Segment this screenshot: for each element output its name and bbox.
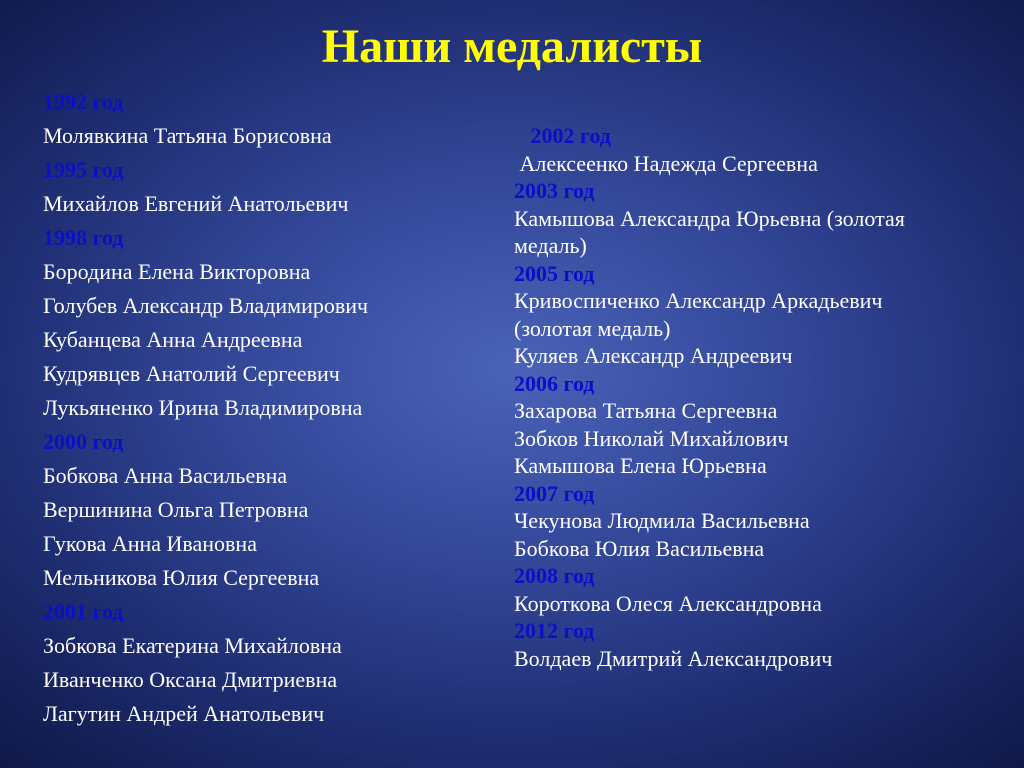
year-heading: 2001 год bbox=[43, 599, 124, 624]
year-heading: 2000 год bbox=[43, 429, 124, 454]
medalist-name: Камышова Елена Юрьевна bbox=[514, 453, 767, 478]
medalist-name: Лукьяненко Ирина Владимировна bbox=[43, 395, 363, 420]
medalists-list-right bbox=[514, 122, 1024, 672]
medalist-name: Кудрявцев Анатолий Сергеевич bbox=[43, 361, 340, 386]
year-heading: 2002 год bbox=[514, 123, 611, 148]
medalist-name: Волдаев Дмитрий Александрович bbox=[514, 645, 833, 671]
year-heading: 1998 год bbox=[43, 225, 124, 250]
year-heading: 2012 год bbox=[514, 618, 595, 643]
medalist-name: Иванченко Оксана Дмитриевна bbox=[43, 667, 338, 692]
year-heading: 1995 год bbox=[43, 157, 124, 182]
medalist-name: Короткова Олеся Александровна bbox=[514, 590, 822, 616]
medalist-name: Кубанцева Анна Андреевна bbox=[43, 327, 303, 352]
medalist-name: Захарова Татьяна Сергеевна bbox=[514, 398, 778, 423]
medalist-name: Зобкова Екатерина Михайловна bbox=[43, 633, 342, 658]
medalist-name: Камышова Александра Юрьевна (золотая bbox=[514, 205, 905, 231]
medalist-name: (золотая медаль) bbox=[514, 315, 671, 341]
medalist-name: Бородина Елена Викторовна bbox=[43, 259, 311, 284]
medalist-name: Лагутин Андрей Анатольевич bbox=[43, 701, 325, 726]
medalist-name: Вершинина Ольга Петровна bbox=[43, 497, 309, 522]
medalist-name: Бобкова Анна Васильевна bbox=[43, 463, 288, 488]
medalist-name: Алексеенко Надежда Сергеевна bbox=[514, 150, 818, 176]
year-heading: 2005 год bbox=[514, 260, 595, 286]
year-heading: 1992 год bbox=[43, 89, 124, 114]
year-heading: 2003 год bbox=[514, 178, 595, 203]
medalist-name: Гукова Анна Ивановна bbox=[43, 531, 257, 556]
medalists-list-left bbox=[43, 85, 513, 731]
medalist-name: Мельникова Юлия Сергеевна bbox=[43, 565, 320, 590]
medalist-name: Кривоспиченко Александр Аркадьевич bbox=[514, 288, 883, 313]
medalist-name: Чекунова Людмила Васильевна bbox=[514, 508, 810, 533]
year-heading: 2008 год bbox=[514, 563, 595, 588]
medalist-name: медаль) bbox=[514, 233, 587, 258]
medalist-name: Голубев Александр Владимирович bbox=[43, 293, 369, 318]
medalist-name: Молявкина Татьяна Борисовна bbox=[43, 123, 332, 148]
medalist-name: Куляев Александр Андреевич bbox=[514, 343, 793, 368]
year-heading: 2006 год bbox=[514, 370, 595, 396]
medalist-name: Зобков Николай Михайлович bbox=[514, 425, 789, 451]
medalist-name: Михайлов Евгений Анатольевич bbox=[43, 191, 349, 216]
year-heading: 2007 год bbox=[514, 480, 595, 506]
medalist-name: Бобкова Юлия Васильевна bbox=[514, 535, 765, 561]
slide-title: Наши медалисты bbox=[321, 20, 703, 73]
